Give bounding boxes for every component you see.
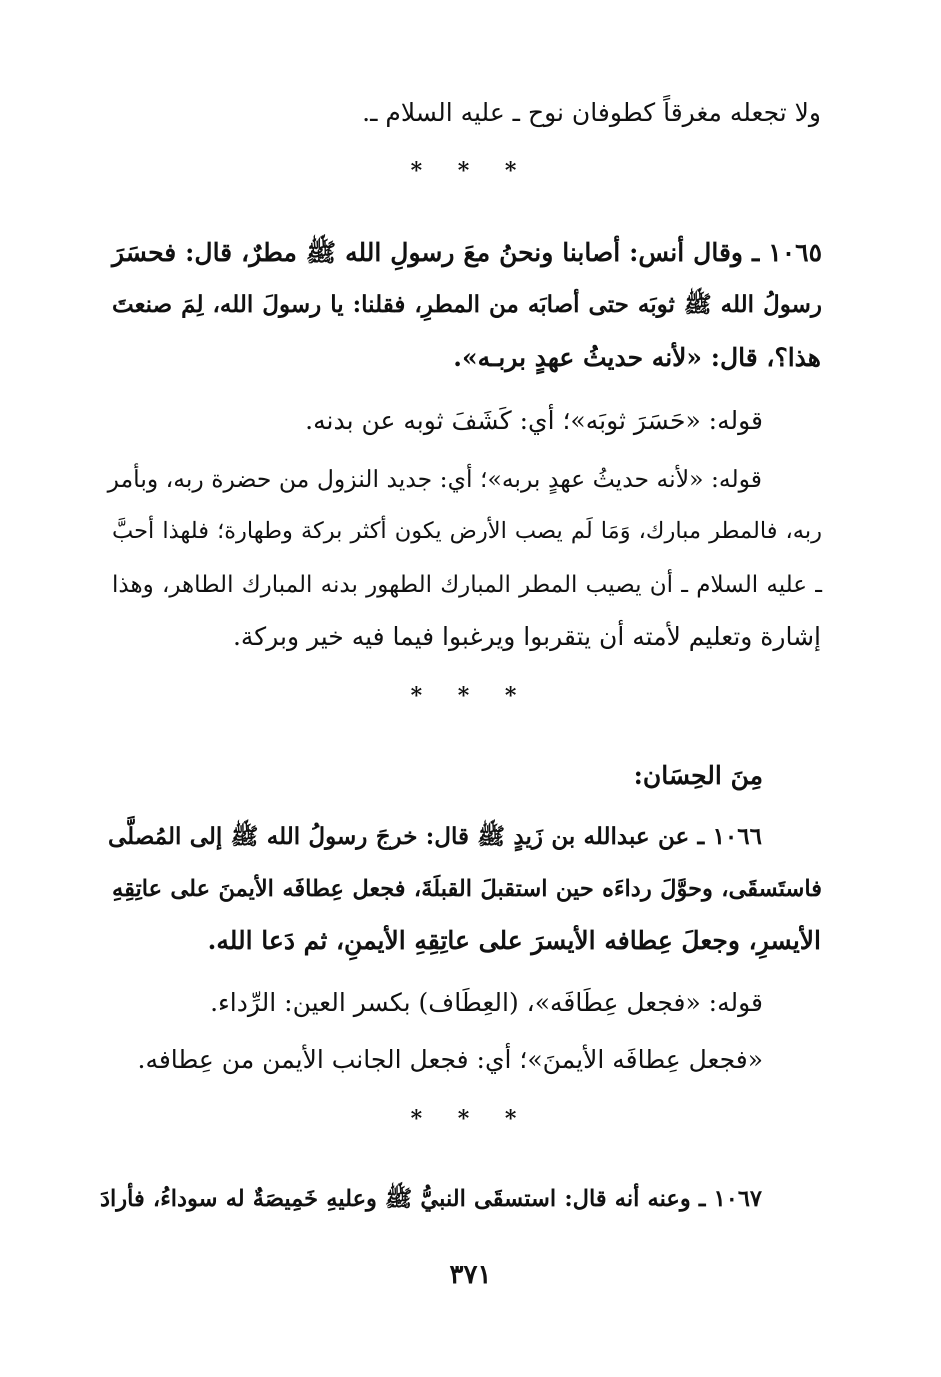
text-line: ولا تجعله مغرقاً كطوفان نوح ـ عليه السلام ـ. (362, 98, 821, 127)
page-number: ٣٧١ (449, 1260, 492, 1290)
hadith-1065-heading: ١٠٦٥ ـ وقال أنس: أصابنا ونحنُ معَ رسولِ الله ﷺ مطرٌ، قال: فحسَرَ (112, 238, 822, 267)
text-line: هذا؟، قال: «لأنه حديثُ عهدٍ بربـه». (453, 343, 821, 372)
hadith-1067-heading: ١٠٦٧ ـ وعنه أنه قال: استسقَى النبيُّ ﷺ وعليهِ خَمِيصَةٌ له سوداءُ، فأرادَ (100, 1186, 762, 1212)
separator-stars: * * * (410, 158, 531, 184)
commentary-line: قوله: «فجعل عِطَافَه»، (العِطَاف) بكسر العين: الرِّداء. (210, 988, 763, 1017)
text-line: رسولُ الله ﷺ ثوبَه حتى أصابَه من المطرِ، فقلنا: يا رسولَ الله، لِمَ صنعتَ (112, 291, 822, 318)
text-line: إشارة وتعليم لأمته أن يتقربوا ويرغبوا فيما فيه خير وبركة. (232, 622, 821, 651)
commentary-line: قوله: «حَسَرَ ثوبَه»؛ أي: كَشَفَ ثوبه عن بدنه. (305, 406, 763, 435)
text-line: فاستَسقَى، وحوَّلَ رداءَه حين استقبلَ القبلَةَ، فجعل عِطافَه الأيمنَ على عاتِقِهِ (112, 876, 822, 902)
separator-stars: * * * (410, 683, 531, 709)
text-line: ـ عليه السلام ـ أن يصيب المطر المبارك الطهور بدنه المبارك الطاهر، وهذا (112, 572, 822, 598)
hadith-1066-heading: ١٠٦٦ ـ عن عبدالله بن زَيدٍ ﷺ قال: خرجَ رسولُ الله ﷺ إلى المُصلَّى (108, 823, 762, 850)
commentary-line: «فجعل عِطافَه الأيمنَ»؛ أي: فجعل الجانب الأيمن من عِطافه. (137, 1045, 763, 1074)
commentary-line: قوله: «لأنه حديثُ عهدٍ بربه»؛ أي: جديد النزول من حضرة ربه، وبأمر (107, 465, 762, 493)
text-line: ربه، فالمطر مبارك، وَمَا لَم يصب الأرض يكون أكثر بركة وطهارة؛ فلهذا أحبَّ (112, 518, 822, 544)
text-line: الأيسرِ، وجعلَ عِطافه الأيسرَ على عاتِقِهِ الأيمنِ، ثم دَعا الله. (207, 926, 821, 955)
separator-stars: * * * (410, 1106, 531, 1132)
section-heading: مِنَ الحِسَان: (633, 761, 763, 790)
